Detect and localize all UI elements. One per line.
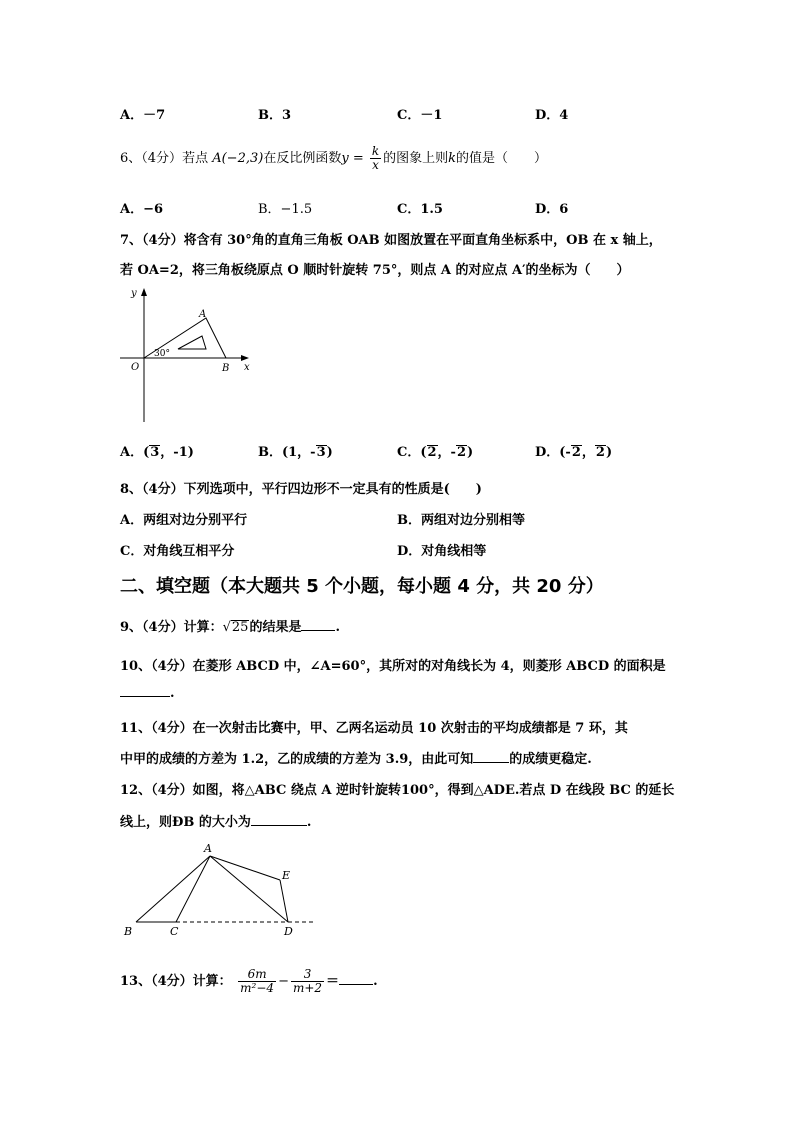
q7-x-label: x [244, 362, 250, 373]
q8-stem: 8、（4分）下列选项中，平行四边形不一定具有的性质是( ) [120, 482, 482, 497]
q7-option-a: A．(3，-1) [120, 445, 194, 460]
q7-angle-label: 30° [154, 349, 170, 359]
q7-y-label: y [131, 288, 137, 299]
q6-text-mid: 在反比例函数 [263, 151, 342, 166]
q8-option-b: B．两组对边分别相等 [397, 513, 525, 528]
q6-func-lhs: y = [341, 151, 364, 166]
q6-option-a: A．−6 [120, 202, 164, 217]
q10-answer-blank [120, 695, 170, 697]
q6-text-post-b: 的值是（ ） [456, 151, 548, 166]
q5-option-c: C．－1 [397, 108, 443, 123]
q12-segment-ab [136, 856, 210, 922]
q7-figure [118, 284, 253, 424]
q12-label-d: D [284, 925, 293, 938]
q7-line-2: 若 OA=2，将三角板绕原点 O 顺时针旋转 75°，则点 A 的对应点 A′的坐标为（ ） [120, 263, 630, 278]
q7-line-1: 7、（4分）将含有 30°角的直角三角板 OAB 如图放置在平面直角坐标系中，OB 在 x 轴上， [120, 233, 662, 248]
q12-line-2: 线上，则ÐB 的大小为 . [120, 815, 312, 830]
q6-frac-num: k [371, 144, 380, 159]
q11-answer-blank [473, 761, 509, 763]
q11-line-2: 中甲的成绩的方差为 1.2，乙的成绩的方差为 3.9，由此可知 的成绩更稳定. [120, 752, 592, 767]
q13-fraction-1: $\frac{6m}{\text{m²−4}}$ [240, 967, 275, 995]
q5-option-b: B．3 [258, 108, 292, 123]
q6-option-b: B．−1.5 [258, 202, 313, 217]
q5-option-d: D．4 [535, 108, 569, 123]
q7-figure-bg [118, 284, 253, 424]
q13-answer-blank [339, 983, 373, 985]
q6-stem [120, 143, 547, 175]
section-2-heading: 二、填空题（本大题共 5 个小题，每小题 4 分，共 20 分） [120, 576, 604, 597]
q12-label-c: C [170, 925, 179, 938]
q6-frac-den: x [372, 158, 379, 172]
q7-option-b: B．(1，-3) [258, 445, 333, 460]
q10-line-2: . [120, 686, 175, 701]
q6-text-pre: 若点 [182, 151, 209, 166]
q6-k-var: k [448, 151, 457, 166]
q12-label-a: A [204, 842, 212, 855]
q12-figure [118, 840, 323, 940]
q7-b-label: B [222, 363, 230, 374]
q6-number: 6、 [120, 151, 142, 166]
q12-segment-ae [210, 856, 280, 880]
q7-option-d: D．(-2，2) [535, 445, 613, 460]
q8-option-a: A．两组对边分别平行 [120, 513, 248, 528]
q9-radicand: 25 [231, 620, 249, 635]
q12-answer-blank [251, 824, 307, 826]
q9-stem: 9、（4分）计算：√25的结果是 . [120, 620, 340, 635]
q12-label-b: B [124, 925, 133, 938]
q12-segment-ac [176, 856, 210, 922]
q6-text-post-a: 的图象上则 [383, 151, 449, 166]
q12-line-1: 12、（4分）如图，将△ABC 绕点 A 逆时针旋转100°，得到△ADE.若点 D 在线段 BC 的延长 [120, 783, 675, 798]
q6-point: A(−2,3) [212, 151, 264, 166]
q9-answer-blank [301, 629, 335, 631]
q8-option-d: D．对角线相等 [397, 544, 487, 559]
q7-a-label: A [199, 309, 207, 320]
q10-line-1: 10、（4分）在菱形 ABCD 中，∠A=60°，其所对的对角线长为 4，则菱形 ABCD 的面积是 [120, 659, 666, 674]
q7-option-c: C．(2，-2) [397, 445, 474, 460]
q5-option-a: A．－7 [120, 108, 166, 123]
q12-label-e: E [282, 869, 291, 882]
q7-origin-label: O [131, 362, 140, 373]
q12-segment-ad [210, 856, 291, 922]
q11-line-1: 11、（4分）在一次射击比赛中，甲、乙两名运动员 10 次射击的平均成绩都是 7 环，其 [120, 721, 628, 736]
q6-fraction [370, 145, 381, 171]
q13-fraction-2: $\frac{3}{m+2}$ [292, 967, 323, 995]
q13-stem: 13、（4分）计算： $\frac{6m}{\text{m²−4}}$ − $\frac{3}{m+2}$ ＝ . [120, 967, 378, 995]
q6-option-c: C．1.5 [397, 202, 443, 217]
q8-option-c: C．对角线互相平分 [120, 544, 235, 559]
q6-option-d: D．6 [535, 202, 569, 217]
q6-score: （4分） [141, 151, 183, 166]
